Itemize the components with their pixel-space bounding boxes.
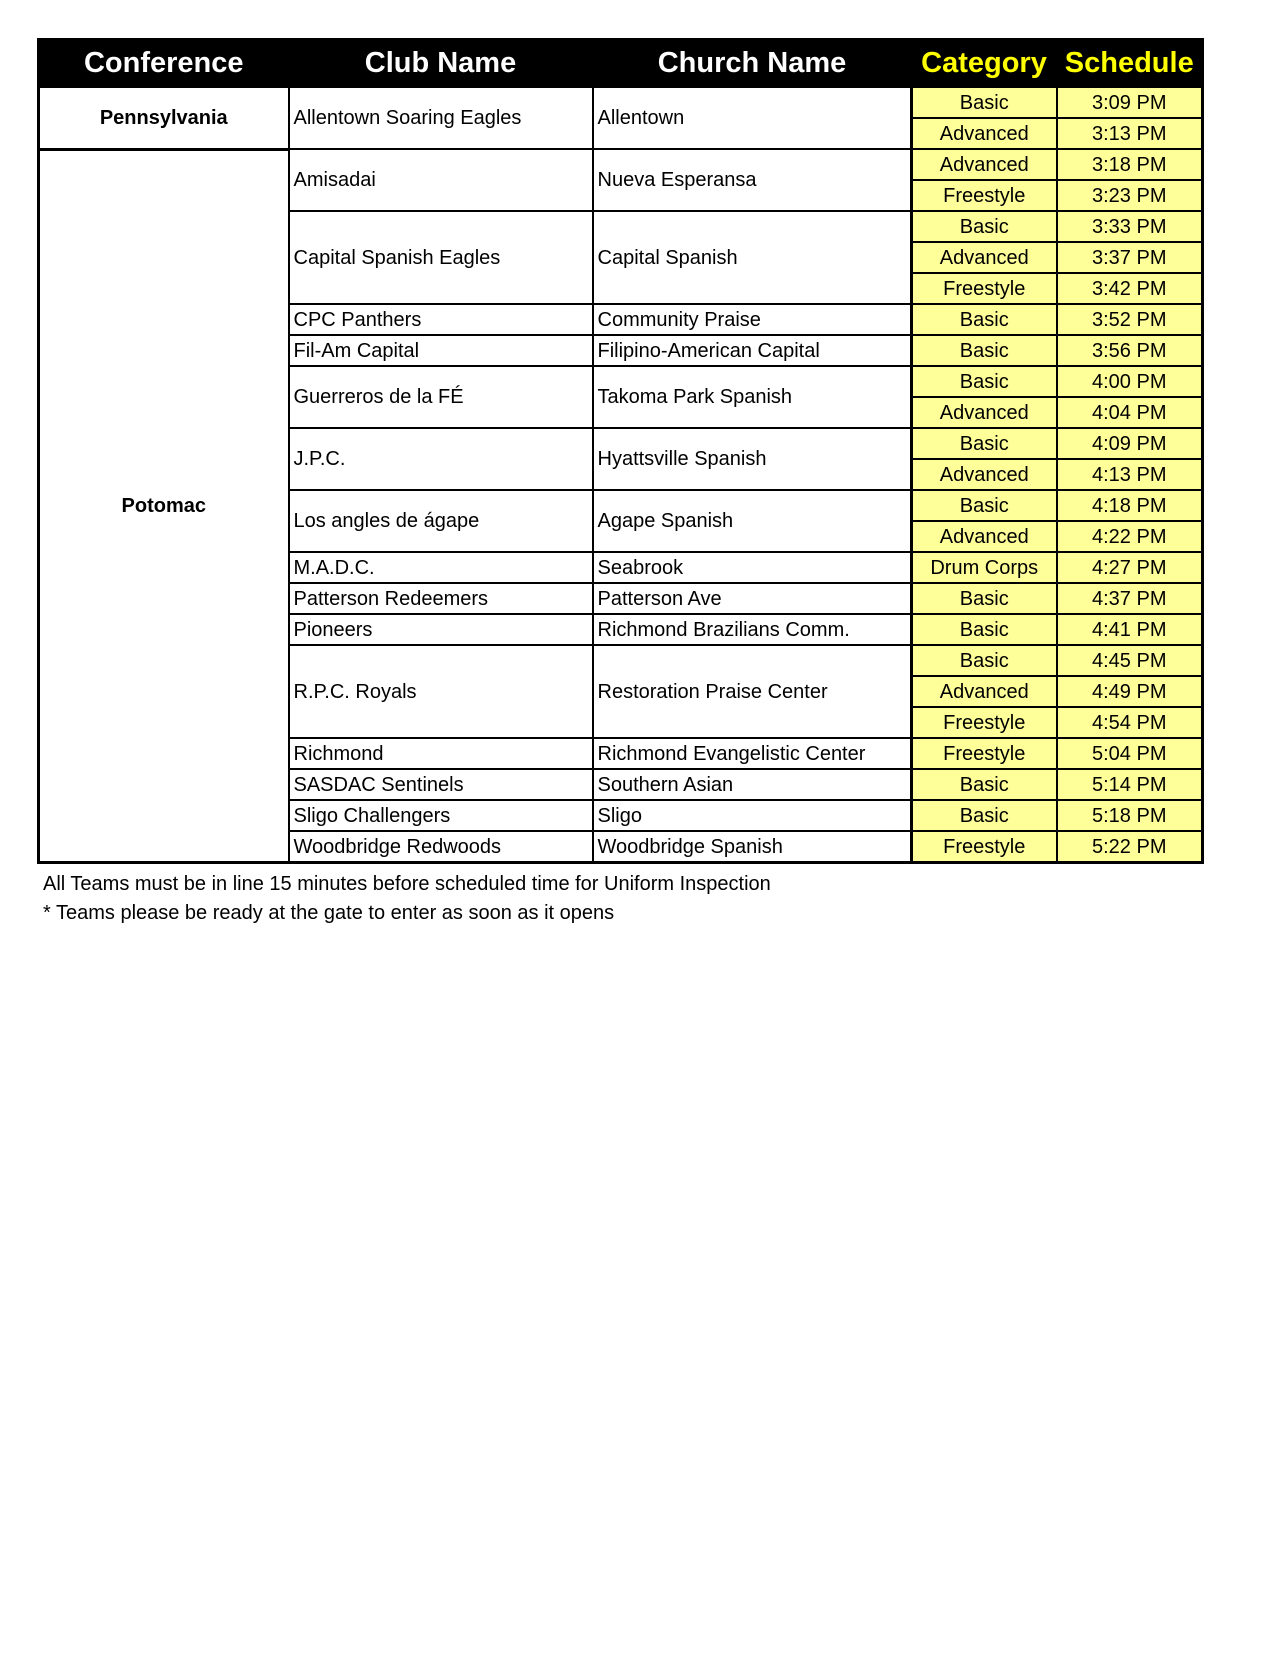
category-cell: Basic: [912, 583, 1057, 614]
header-club-name: Club Name: [289, 40, 593, 88]
schedule-time: 4:04 PM: [1057, 397, 1203, 428]
category-cell: Freestyle: [912, 831, 1057, 863]
category-cell: Basic: [912, 428, 1057, 459]
category-cell: Basic: [912, 335, 1057, 366]
category-cell: Advanced: [912, 397, 1057, 428]
category-cell: Drum Corps: [912, 552, 1057, 583]
church-name: Community Praise: [593, 304, 912, 335]
schedule-time: 3:52 PM: [1057, 304, 1203, 335]
category-cell: Basic: [912, 304, 1057, 335]
schedule-time: 4:49 PM: [1057, 676, 1203, 707]
schedule-time: 3:37 PM: [1057, 242, 1203, 273]
schedule-time: 4:41 PM: [1057, 614, 1203, 645]
schedule-time: 3:56 PM: [1057, 335, 1203, 366]
church-name: Filipino-American Capital: [593, 335, 912, 366]
conference-name: Pennsylvania: [39, 87, 289, 149]
club-name: Guerreros de la FÉ: [289, 366, 593, 428]
club-name: CPC Panthers: [289, 304, 593, 335]
club-name: Allentown Soaring Eagles: [289, 87, 593, 149]
club-name: SASDAC Sentinels: [289, 769, 593, 800]
schedule-time: 4:13 PM: [1057, 459, 1203, 490]
church-name: Capital Spanish: [593, 211, 912, 304]
category-cell: Advanced: [912, 149, 1057, 180]
gate-note: * Teams please be ready at the gate to enter as soon as it opens: [43, 902, 615, 924]
schedule-time: 3:33 PM: [1057, 211, 1203, 242]
category-cell: Advanced: [912, 676, 1057, 707]
header-conference: Conference: [39, 40, 289, 88]
church-name: Woodbridge Spanish: [593, 831, 912, 863]
church-name: Restoration Praise Center: [593, 645, 912, 738]
category-cell: Basic: [912, 211, 1057, 242]
table-body: [39, 87, 1203, 863]
church-name: Patterson Ave: [593, 583, 912, 614]
club-name: Richmond: [289, 738, 593, 769]
church-name: Sligo: [593, 800, 912, 831]
church-name: Richmond Evangelistic Center: [593, 738, 912, 769]
schedule-time: 5:04 PM: [1057, 738, 1203, 769]
church-name: Allentown: [593, 87, 912, 149]
schedule-time: 4:27 PM: [1057, 552, 1203, 583]
schedule-time: 3:42 PM: [1057, 273, 1203, 304]
schedule-time: 4:45 PM: [1057, 645, 1203, 676]
schedule-time: 4:09 PM: [1057, 428, 1203, 459]
church-name: Richmond Brazilians Comm.: [593, 614, 912, 645]
club-name: Capital Spanish Eagles: [289, 211, 593, 304]
schedule-time: 4:00 PM: [1057, 366, 1203, 397]
club-name: Woodbridge Redwoods: [289, 831, 593, 863]
schedule-time: 4:18 PM: [1057, 490, 1203, 521]
category-cell: Basic: [912, 800, 1057, 831]
header-schedule: Schedule: [1057, 40, 1203, 88]
conference-name: Potomac: [39, 149, 289, 863]
church-name: Southern Asian: [593, 769, 912, 800]
club-name: M.A.D.C.: [289, 552, 593, 583]
schedule-time: 3:23 PM: [1057, 180, 1203, 211]
header-church-name: Church Name: [593, 40, 912, 88]
schedule-time: 5:14 PM: [1057, 769, 1203, 800]
category-cell: Basic: [912, 614, 1057, 645]
category-cell: Freestyle: [912, 273, 1057, 304]
club-name: R.P.C. Royals: [289, 645, 593, 738]
schedule-time: 5:18 PM: [1057, 800, 1203, 831]
category-cell: Basic: [912, 87, 1057, 118]
category-cell: Basic: [912, 769, 1057, 800]
schedule-time: 4:54 PM: [1057, 707, 1203, 738]
category-cell: Freestyle: [912, 180, 1057, 211]
schedule-time: 3:13 PM: [1057, 118, 1203, 149]
church-name: Takoma Park Spanish: [593, 366, 912, 428]
table-header: [39, 40, 1203, 88]
category-cell: Basic: [912, 490, 1057, 521]
club-name: Los angles de ágape: [289, 490, 593, 552]
header-row: [39, 40, 1203, 88]
schedule-time: 3:09 PM: [1057, 87, 1203, 118]
category-cell: Advanced: [912, 118, 1057, 149]
category-cell: Advanced: [912, 242, 1057, 273]
schedule-time: 4:37 PM: [1057, 583, 1203, 614]
club-name: Amisadai: [289, 149, 593, 211]
category-cell: Freestyle: [912, 738, 1057, 769]
category-cell: Basic: [912, 645, 1057, 676]
category-cell: Advanced: [912, 459, 1057, 490]
category-cell: Basic: [912, 366, 1057, 397]
inspection-note: All Teams must be in line 15 minutes before scheduled time for Uniform Inspection: [43, 873, 771, 895]
header-category: Category: [912, 40, 1057, 88]
schedule-time: 3:18 PM: [1057, 149, 1203, 180]
category-cell: Advanced: [912, 521, 1057, 552]
category-cell: Freestyle: [912, 707, 1057, 738]
table-row: [39, 87, 1203, 118]
church-name: Nueva Esperansa: [593, 149, 912, 211]
club-name: J.P.C.: [289, 428, 593, 490]
schedule-table: [37, 38, 1204, 864]
schedule-time: 5:22 PM: [1057, 831, 1203, 863]
club-name: Sligo Challengers: [289, 800, 593, 831]
club-name: Fil-Am Capital: [289, 335, 593, 366]
church-name: Seabrook: [593, 552, 912, 583]
schedule-time: 4:22 PM: [1057, 521, 1203, 552]
table-row: [39, 149, 1203, 180]
church-name: Agape Spanish: [593, 490, 912, 552]
church-name: Hyattsville Spanish: [593, 428, 912, 490]
club-name: Pioneers: [289, 614, 593, 645]
club-name: Patterson Redeemers: [289, 583, 593, 614]
